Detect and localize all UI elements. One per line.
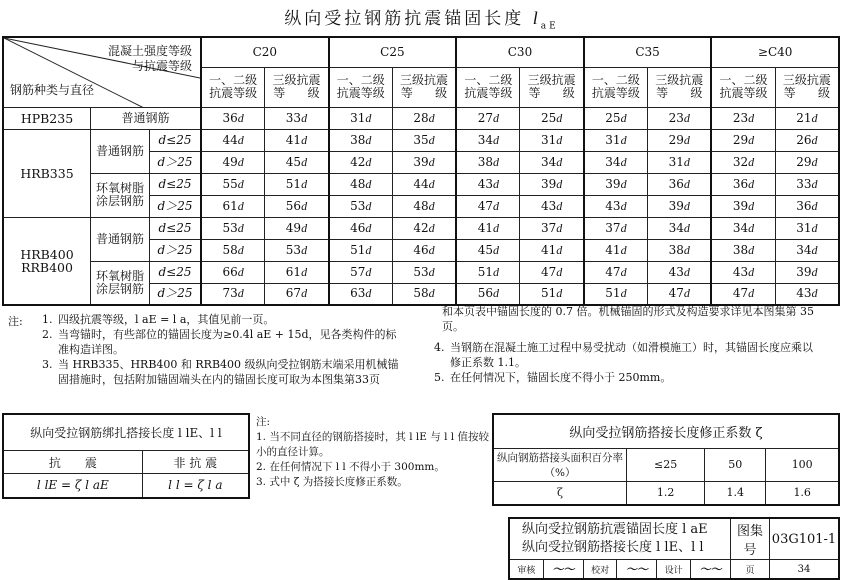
anchorage-value-cell: 31d	[520, 129, 584, 151]
diameter-cell: d≤25	[150, 173, 202, 195]
anchorage-value-cell: 36d	[711, 173, 775, 195]
anchorage-value-cell: 37d	[584, 217, 648, 239]
atlas-label: 图集号	[731, 518, 770, 560]
anchorage-value-cell: 57d	[329, 261, 393, 283]
anchorage-value-cell: 47d	[456, 195, 520, 217]
table-row	[3, 173, 839, 195]
anchorage-value-cell: 21d	[775, 107, 839, 129]
page-number: 34	[770, 560, 840, 580]
anchorage-value-cell: 41d	[456, 217, 520, 239]
rebar-sub-cell: 环氧树脂 涂层钢筋	[91, 261, 150, 305]
check-label: 校对	[583, 560, 617, 580]
anchorage-value-cell: 43d	[584, 195, 648, 217]
anchorage-value-cell: 31d	[648, 151, 712, 173]
rebar-sub-cell: 普通钢筋	[91, 129, 150, 173]
anchorage-value-cell: 27d	[456, 107, 520, 129]
lap-header-seismic: 抗 震	[3, 451, 142, 474]
anchorage-value-cell: 61d	[265, 261, 329, 283]
title-block-line1: 纵向受拉钢筋抗震锚固长度 l aE	[522, 522, 708, 537]
anchorage-value-cell: 43d	[711, 261, 775, 283]
note-3: 3. 当 HRB335、HRB400 和 RRB400 级纵向受拉钢筋末端采用机械锚固措施时，包括附加锚固端头在内的锚固长度可取为本图集第33页	[42, 358, 399, 386]
anchorage-value-cell: 55d	[201, 173, 265, 195]
anchorage-value-cell: 26d	[775, 129, 839, 151]
anchorage-value-cell: 47d	[648, 283, 712, 305]
design-label: 设计	[657, 560, 691, 580]
page-title: 纵向受拉钢筋抗震锚固长度 $l_{aE}$	[284, 8, 559, 32]
anchorage-value-cell: 47d	[711, 283, 775, 305]
anchorage-value-cell: 31d	[329, 107, 393, 129]
anchorage-value-cell: 28d	[392, 107, 456, 129]
anchorage-value-cell: 43d	[520, 195, 584, 217]
anchorage-value-cell: 47d	[520, 261, 584, 283]
corner-label-concrete: 混凝土强度等级	[107, 44, 192, 58]
rebar-sub-cell: 环氧树脂 涂层钢筋	[91, 173, 150, 217]
anchorage-value-cell: 23d	[648, 107, 712, 129]
anchorage-value-cell: 38d	[711, 239, 775, 261]
anchorage-value-cell: 47d	[584, 261, 648, 283]
diameter-cell: d≤25	[150, 217, 202, 239]
rebar-sub-cell: 普通钢筋	[91, 217, 150, 261]
note-3-cont: 和本页表中锚固长度的 0.7 倍。机械锚固的形式及构造要求详见本图集第 35 页。	[442, 305, 814, 333]
anchorage-value-cell: 29d	[775, 151, 839, 173]
atlas-number: 03G101-1	[770, 518, 840, 560]
anchorage-value-cell: 51d	[520, 283, 584, 305]
anchorage-value-cell: 34d	[520, 151, 584, 173]
anchorage-value-cell: 63d	[329, 283, 393, 305]
coef-zeta-label: ζ	[493, 481, 627, 505]
grade-header-c20: C20	[201, 37, 329, 67]
title-block-captions	[509, 518, 731, 560]
anchorage-value-cell: 25d	[520, 107, 584, 129]
anchorage-value-cell: 36d	[775, 195, 839, 217]
table-corner-header	[3, 37, 201, 107]
note-5: 5. 在任何情况下，锚固长度不得小于 250mm。	[434, 371, 672, 384]
lap-note-2: 2. 在任何情况下 l l 不得小于 300mm。	[256, 461, 445, 473]
anchorage-value-cell: 58d	[392, 283, 456, 305]
diameter-cell: d≤25	[150, 129, 202, 151]
coef-val-50: 1.4	[705, 481, 766, 505]
anchorage-value-cell: 38d	[648, 239, 712, 261]
anchorage-value-cell: 32d	[711, 151, 775, 173]
anchorage-value-cell: 38d	[329, 129, 393, 151]
anchorage-value-cell: 31d	[775, 217, 839, 239]
anchorage-value-cell: 33d	[775, 173, 839, 195]
anchorage-value-cell: 39d	[584, 173, 648, 195]
table-row	[3, 107, 839, 129]
anchorage-value-cell: 39d	[648, 195, 712, 217]
anchorage-value-cell: 36d	[648, 173, 712, 195]
anchorage-value-cell: 44d	[201, 129, 265, 151]
rebar-type-cell: HRB400 RRB400	[3, 217, 91, 305]
coef-title: 纵向受拉钢筋搭接长度修正系数 ζ	[493, 414, 839, 448]
anchorage-value-cell: 42d	[392, 217, 456, 239]
rebar-type-cell: HPB235	[3, 107, 91, 129]
lap-coefficient-table	[492, 413, 840, 506]
coef-col-25: ≤25	[627, 448, 705, 481]
table-row	[3, 217, 839, 239]
anchorage-value-cell: 58d	[201, 239, 265, 261]
anchorage-value-cell: 45d	[456, 239, 520, 261]
notes-label: 注:	[8, 315, 23, 328]
level12-header: 一、二级 抗震等级	[201, 67, 265, 107]
anchorage-value-cell: 51d	[265, 173, 329, 195]
anchorage-value-cell: 43d	[648, 261, 712, 283]
anchorage-value-cell: 29d	[648, 129, 712, 151]
coef-col-100: 100	[766, 448, 839, 481]
coef-val-25: 1.2	[627, 481, 705, 505]
anchorage-value-cell: 43d	[775, 283, 839, 305]
coef-col-50: 50	[705, 448, 766, 481]
anchorage-value-cell: 44d	[392, 173, 456, 195]
anchorage-value-cell: 33d	[265, 107, 329, 129]
anchorage-value-cell: 34d	[648, 217, 712, 239]
grade-header-c30: C30	[456, 37, 584, 67]
anchorage-value-cell: 73d	[201, 283, 265, 305]
design-signature	[690, 560, 730, 580]
lap-length-table	[2, 413, 250, 499]
lap-notes	[256, 415, 494, 490]
anchorage-value-cell: 39d	[520, 173, 584, 195]
anchorage-value-cell: 67d	[265, 283, 329, 305]
anchorage-value-cell: 45d	[265, 151, 329, 173]
signature-image: 〜〜	[552, 563, 575, 576]
anchorage-value-cell: 34d	[456, 129, 520, 151]
rebar-sub-cell: 普通钢筋	[91, 107, 202, 129]
anchorage-value-cell: 34d	[584, 151, 648, 173]
anchorage-value-cell: 41d	[265, 129, 329, 151]
table-row	[3, 261, 839, 283]
grade-header-c35: C35	[584, 37, 712, 67]
anchorage-value-cell: 23d	[711, 107, 775, 129]
anchorage-value-cell: 51d	[329, 239, 393, 261]
level3-header: 三级抗震 等 级	[775, 67, 839, 107]
rebar-type-cell: HRB335	[3, 129, 91, 217]
anchorage-value-cell: 42d	[329, 151, 393, 173]
anchorage-length-table	[2, 36, 840, 306]
level12-header: 一、二级 抗震等级	[584, 67, 648, 107]
lap-notes-label: 注:	[256, 416, 271, 428]
diameter-cell: d＞25	[150, 195, 202, 217]
table-row	[3, 129, 839, 151]
level3-header: 三级抗震 等 级	[648, 67, 712, 107]
grade-header-c40: ≥C40	[711, 37, 839, 67]
level3-header: 三级抗震 等 级	[392, 67, 456, 107]
grade-header-c25: C25	[329, 37, 457, 67]
anchorage-value-cell: 38d	[456, 151, 520, 173]
anchorage-value-cell: 37d	[520, 217, 584, 239]
diameter-cell: d＞25	[150, 151, 202, 173]
anchorage-value-cell: 36d	[201, 107, 265, 129]
anchorage-value-cell: 51d	[584, 283, 648, 305]
anchorage-value-cell: 49d	[201, 151, 265, 173]
level12-header: 一、二级 抗震等级	[456, 67, 520, 107]
note-1: 1. 四级抗震等级，l aE = l a，其值见前一页。	[42, 313, 275, 326]
anchorage-value-cell: 56d	[456, 283, 520, 305]
page-label: 页	[731, 560, 770, 580]
diameter-cell: d≤25	[150, 261, 202, 283]
lap-header-nonseismic: 非 抗 震	[142, 451, 249, 474]
title-block	[508, 517, 840, 580]
title-block-line2: 纵向受拉钢筋搭接长度 l lE、l l	[522, 540, 704, 555]
anchorage-value-cell: 61d	[201, 195, 265, 217]
lap-note-1: 1. 当不同直径的钢筋搭接时，其 l lE 与 l l 值按较小的直径计算。	[256, 431, 489, 458]
anchorage-value-cell: 48d	[392, 195, 456, 217]
note-2: 2. 当弯锚时，有些部位的锚固长度为≥0.4l aE + 15d，见各类构件的标准构造详图。	[42, 328, 397, 356]
corner-label-rebar: 钢筋种类与直径	[10, 83, 95, 97]
corner-label-seismic: 与抗震等级	[131, 59, 192, 73]
lap-formula-nonseismic: l l = ζ l a	[142, 473, 249, 498]
level12-header: 一、二级 抗震等级	[329, 67, 393, 107]
anchorage-value-cell: 48d	[329, 173, 393, 195]
anchorage-value-cell: 35d	[392, 129, 456, 151]
anchorage-value-cell: 43d	[456, 173, 520, 195]
level12-header: 一、二级 抗震等级	[711, 67, 775, 107]
review-label: 审核	[509, 560, 543, 580]
anchorage-value-cell: 41d	[520, 239, 584, 261]
coef-row-label: 纵向钢筋搭接头面积百分率（%）	[493, 448, 627, 481]
anchorage-value-cell: 53d	[201, 217, 265, 239]
anchorage-value-cell: 39d	[775, 261, 839, 283]
level3-header: 三级抗震 等 级	[520, 67, 584, 107]
anchorage-value-cell: 53d	[329, 195, 393, 217]
anchorage-value-cell: 56d	[265, 195, 329, 217]
anchorage-value-cell: 34d	[711, 217, 775, 239]
level3-header: 三级抗震 等 级	[265, 67, 329, 107]
check-signature	[617, 560, 657, 580]
signature-image: 〜〜	[699, 563, 722, 576]
anchorage-value-cell: 49d	[265, 217, 329, 239]
note-4: 4. 当钢筋在混凝土施工过程中易受扰动（如滑模施工）时，其锚固长度应乘以修正系数 1.1。	[434, 341, 813, 369]
anchorage-value-cell: 53d	[392, 261, 456, 283]
lap-formula-seismic: l lE = ζ l aE	[3, 473, 142, 498]
anchorage-value-cell: 41d	[584, 239, 648, 261]
anchorage-value-cell: 31d	[584, 129, 648, 151]
anchorage-value-cell: 25d	[584, 107, 648, 129]
anchorage-value-cell: 66d	[201, 261, 265, 283]
coef-val-100: 1.6	[766, 481, 839, 505]
anchorage-value-cell: 34d	[775, 239, 839, 261]
anchorage-value-cell: 39d	[392, 151, 456, 173]
lap-title: 纵向受拉钢筋绑扎搭接长度 l lE、l l	[3, 414, 249, 451]
signature-image: 〜〜	[625, 563, 648, 576]
diameter-cell: d＞25	[150, 239, 202, 261]
review-signature	[543, 560, 583, 580]
anchorage-value-cell: 29d	[711, 129, 775, 151]
anchorage-value-cell: 46d	[329, 217, 393, 239]
notes-section	[2, 304, 840, 404]
diameter-cell: d＞25	[150, 283, 202, 305]
anchorage-value-cell: 53d	[265, 239, 329, 261]
anchorage-value-cell: 46d	[392, 239, 456, 261]
lap-note-3: 3. 式中 ζ 为搭接长度修正系数。	[256, 476, 408, 488]
anchorage-value-cell: 51d	[456, 261, 520, 283]
anchorage-value-cell: 39d	[711, 195, 775, 217]
